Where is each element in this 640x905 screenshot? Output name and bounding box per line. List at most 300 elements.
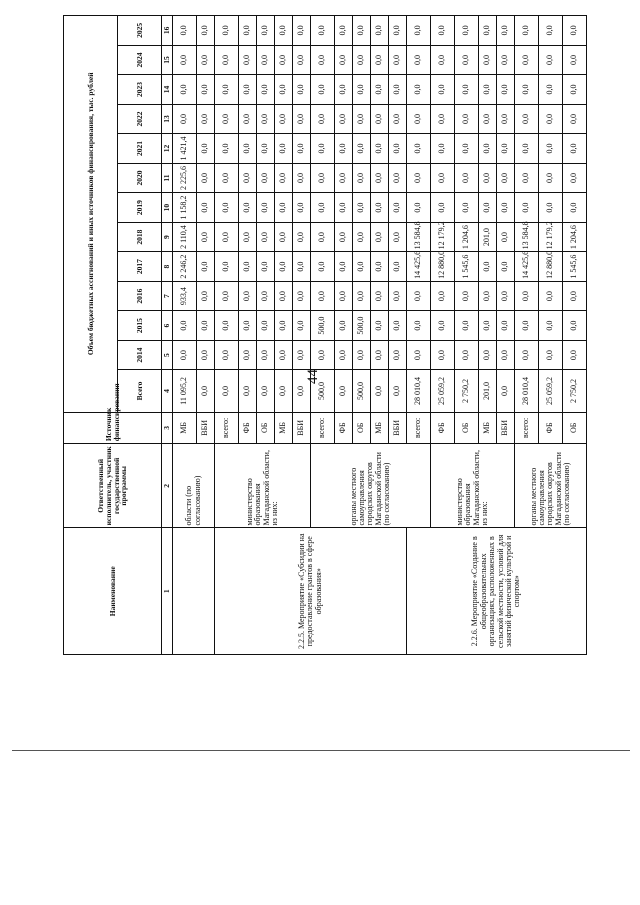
value-cell: 0,0 — [497, 311, 515, 341]
header-name: Наименование — [64, 528, 162, 655]
source-cell: всего: — [215, 412, 239, 444]
value-cell: 0,0 — [371, 134, 389, 164]
value-cell: 0,0 — [293, 193, 311, 223]
value-cell: 13 584,8 — [515, 222, 539, 252]
value-cell: 0,0 — [515, 281, 539, 311]
value-cell: 0,0 — [497, 193, 515, 223]
value-cell: 0,0 — [239, 45, 257, 75]
column-number: 5 — [162, 340, 173, 370]
value-cell: 0,0 — [389, 222, 407, 252]
value-cell: 0,0 — [335, 45, 353, 75]
value-cell: 0,0 — [311, 193, 335, 223]
value-cell: 1 204,6 — [455, 222, 479, 252]
value-cell: 0,0 — [257, 193, 275, 223]
value-cell: 14 425,6 — [407, 252, 431, 282]
value-cell: 0,0 — [311, 75, 335, 105]
value-cell: 0,0 — [215, 45, 239, 75]
source-cell: ФБ — [431, 412, 455, 444]
header-year: 2025 — [118, 16, 162, 46]
column-number: 6 — [162, 311, 173, 341]
value-cell: 0,0 — [353, 45, 371, 75]
value-cell: 0,0 — [353, 281, 371, 311]
value-cell: 0,0 — [257, 45, 275, 75]
value-cell: 0,0 — [215, 16, 239, 46]
value-cell: 0,0 — [257, 281, 275, 311]
value-cell: 13 584,8 — [407, 222, 431, 252]
value-cell: 0,0 — [239, 281, 257, 311]
source-cell: ФБ — [335, 412, 353, 444]
value-cell: 0,0 — [497, 222, 515, 252]
value-cell: 1 545,6 — [455, 252, 479, 282]
value-cell: 0,0 — [275, 252, 293, 282]
value-cell: 0,0 — [431, 45, 455, 75]
value-cell: 0,0 — [353, 340, 371, 370]
value-cell: 0,0 — [197, 311, 215, 341]
executor-cell: органы местного самоуправления городских округов Магаданской области (по согласованию) — [311, 444, 431, 528]
value-cell: 0,0 — [539, 16, 563, 46]
value-cell: 0,0 — [293, 252, 311, 282]
value-cell: 0,0 — [431, 311, 455, 341]
value-cell: 0,0 — [389, 252, 407, 282]
value-cell: 0,0 — [215, 134, 239, 164]
value-cell: 0,0 — [335, 134, 353, 164]
source-cell: ОБ — [353, 412, 371, 444]
value-cell: 12 880,0 — [539, 252, 563, 282]
value-cell: 0,0 — [371, 163, 389, 193]
value-cell: 0,0 — [407, 134, 431, 164]
header-year: Всего — [118, 370, 162, 412]
value-cell: 500,0 — [311, 370, 335, 412]
value-cell: 0,0 — [293, 222, 311, 252]
value-cell: 0,0 — [455, 134, 479, 164]
value-cell: 1 158,2 — [173, 193, 197, 223]
value-cell: 0,0 — [293, 45, 311, 75]
header-year: 2023 — [118, 75, 162, 105]
value-cell: 0,0 — [389, 281, 407, 311]
value-cell: 0,0 — [371, 193, 389, 223]
value-cell: 0,0 — [275, 104, 293, 134]
value-cell: 0,0 — [515, 311, 539, 341]
value-cell: 25 059,2 — [431, 370, 455, 412]
value-cell: 0,0 — [515, 193, 539, 223]
source-cell: всего: — [407, 412, 431, 444]
value-cell: 0,0 — [497, 163, 515, 193]
value-cell: 0,0 — [275, 193, 293, 223]
value-cell: 0,0 — [431, 163, 455, 193]
table-row — [173, 16, 197, 655]
value-cell: 0,0 — [479, 75, 497, 105]
value-cell: 0,0 — [539, 340, 563, 370]
value-cell: 0,0 — [455, 16, 479, 46]
value-cell: 0,0 — [431, 75, 455, 105]
value-cell: 1 545,6 — [563, 252, 587, 282]
value-cell: 0,0 — [239, 16, 257, 46]
value-cell: 0,0 — [407, 281, 431, 311]
value-cell: 0,0 — [371, 370, 389, 412]
source-cell: МБ — [371, 412, 389, 444]
value-cell: 0,0 — [539, 163, 563, 193]
value-cell: 0,0 — [455, 163, 479, 193]
source-cell: ФБ — [239, 412, 257, 444]
value-cell: 0,0 — [353, 163, 371, 193]
value-cell: 0,0 — [257, 75, 275, 105]
value-cell: 2 225,6 — [173, 163, 197, 193]
executor-cell: министерство образования Магаданской области, из них: — [431, 444, 515, 528]
column-number: 8 — [162, 252, 173, 282]
value-cell: 0,0 — [497, 370, 515, 412]
value-cell: 0,0 — [197, 193, 215, 223]
measure-name: 2.2.6. Мероприятие «Создание в общеобразовательных организациях, расположенных в сельской местности, условий для занятий физической культурой и спортом» — [407, 528, 587, 655]
value-cell: 0,0 — [239, 311, 257, 341]
column-number: 2 — [162, 444, 173, 528]
header-year: 2018 — [118, 222, 162, 252]
value-cell: 0,0 — [539, 193, 563, 223]
value-cell: 0,0 — [335, 193, 353, 223]
value-cell: 0,0 — [497, 75, 515, 105]
value-cell: 0,0 — [275, 45, 293, 75]
value-cell: 0,0 — [407, 104, 431, 134]
value-cell: 0,0 — [497, 134, 515, 164]
value-cell: 0,0 — [389, 134, 407, 164]
value-cell: 0,0 — [257, 340, 275, 370]
value-cell: 0,0 — [371, 16, 389, 46]
value-cell: 0,0 — [563, 75, 587, 105]
value-cell: 0,0 — [455, 281, 479, 311]
value-cell: 0,0 — [257, 252, 275, 282]
value-cell: 0,0 — [197, 252, 215, 282]
value-cell: 500,0 — [353, 311, 371, 341]
value-cell: 0,0 — [173, 104, 197, 134]
value-cell: 0,0 — [215, 75, 239, 105]
value-cell: 0,0 — [515, 134, 539, 164]
value-cell: 0,0 — [215, 193, 239, 223]
value-cell: 0,0 — [455, 104, 479, 134]
value-cell: 0,0 — [311, 134, 335, 164]
value-cell: 0,0 — [563, 281, 587, 311]
value-cell: 2 110,4 — [173, 222, 197, 252]
executor-cell: министерство образования Магаданской области, из них: — [215, 444, 311, 528]
value-cell: 0,0 — [479, 281, 497, 311]
value-cell: 0,0 — [497, 340, 515, 370]
value-cell: 0,0 — [479, 134, 497, 164]
value-cell: 0,0 — [275, 370, 293, 412]
value-cell: 0,0 — [293, 16, 311, 46]
value-cell: 0,0 — [515, 75, 539, 105]
value-cell: 1 421,4 — [173, 134, 197, 164]
value-cell: 0,0 — [197, 134, 215, 164]
value-cell: 0,0 — [431, 134, 455, 164]
value-cell: 0,0 — [239, 75, 257, 105]
value-cell: 0,0 — [407, 340, 431, 370]
value-cell: 0,0 — [407, 311, 431, 341]
value-cell: 0,0 — [293, 134, 311, 164]
value-cell: 0,0 — [455, 193, 479, 223]
value-cell: 0,0 — [197, 370, 215, 412]
value-cell: 0,0 — [479, 45, 497, 75]
value-cell: 14 425,6 — [515, 252, 539, 282]
value-cell: 0,0 — [515, 45, 539, 75]
value-cell: 0,0 — [563, 104, 587, 134]
value-cell: 28 010,4 — [515, 370, 539, 412]
value-cell: 28 010,4 — [407, 370, 431, 412]
header-volume: Объем бюджетных ассигнований и иных источников финансирования, тыс. рублей — [64, 16, 118, 413]
value-cell: 0,0 — [407, 75, 431, 105]
value-cell: 0,0 — [293, 104, 311, 134]
value-cell: 0,0 — [173, 340, 197, 370]
value-cell: 0,0 — [479, 163, 497, 193]
value-cell: 0,0 — [275, 163, 293, 193]
value-cell: 1 204,6 — [563, 222, 587, 252]
column-number: 11 — [162, 163, 173, 193]
value-cell: 0,0 — [389, 45, 407, 75]
value-cell: 0,0 — [353, 104, 371, 134]
value-cell: 0,0 — [293, 311, 311, 341]
value-cell: 0,0 — [497, 104, 515, 134]
value-cell: 0,0 — [497, 252, 515, 282]
value-cell: 0,0 — [293, 340, 311, 370]
value-cell: 12 880,0 — [431, 252, 455, 282]
value-cell: 0,0 — [215, 163, 239, 193]
value-cell: 0,0 — [389, 104, 407, 134]
value-cell: 0,0 — [563, 340, 587, 370]
value-cell: 0,0 — [335, 311, 353, 341]
value-cell: 0,0 — [335, 252, 353, 282]
column-number: 15 — [162, 45, 173, 75]
value-cell: 0,0 — [197, 340, 215, 370]
value-cell: 12 179,2 — [431, 222, 455, 252]
value-cell: 0,0 — [515, 163, 539, 193]
value-cell: 0,0 — [539, 311, 563, 341]
measure-name: 2.2.5. Мероприятие «Субсидии на предоставление грантов в сфере образования» — [215, 528, 407, 655]
source-cell: МБ — [275, 412, 293, 444]
table-row — [215, 16, 239, 655]
value-cell: 0,0 — [311, 45, 335, 75]
value-cell: 0,0 — [335, 104, 353, 134]
value-cell: 0,0 — [479, 252, 497, 282]
value-cell: 0,0 — [371, 45, 389, 75]
value-cell: 0,0 — [197, 16, 215, 46]
value-cell: 0,0 — [389, 16, 407, 46]
value-cell: 0,0 — [371, 75, 389, 105]
value-cell: 0,0 — [563, 134, 587, 164]
value-cell: 0,0 — [275, 281, 293, 311]
source-cell: ОБ — [563, 412, 587, 444]
value-cell: 0,0 — [389, 75, 407, 105]
value-cell: 0,0 — [197, 75, 215, 105]
header-year: 2016 — [118, 281, 162, 311]
value-cell: 0,0 — [335, 281, 353, 311]
value-cell: 0,0 — [353, 222, 371, 252]
value-cell: 0,0 — [335, 163, 353, 193]
value-cell: 0,0 — [173, 311, 197, 341]
value-cell: 0,0 — [239, 163, 257, 193]
measure-name — [173, 528, 215, 655]
value-cell: 0,0 — [563, 45, 587, 75]
value-cell: 0,0 — [563, 193, 587, 223]
value-cell: 0,0 — [257, 163, 275, 193]
value-cell: 0,0 — [563, 16, 587, 46]
value-cell: 0,0 — [431, 104, 455, 134]
source-cell: ВБИ — [293, 412, 311, 444]
executor-cell: органы местного самоуправления городских округов Магаданской области (по согласованию) — [515, 444, 587, 528]
value-cell: 0,0 — [215, 252, 239, 282]
value-cell: 0,0 — [215, 104, 239, 134]
value-cell: 0,0 — [197, 281, 215, 311]
value-cell: 0,0 — [371, 281, 389, 311]
value-cell: 0,0 — [275, 222, 293, 252]
value-cell: 0,0 — [239, 252, 257, 282]
value-cell: 0,0 — [455, 311, 479, 341]
value-cell: 0,0 — [275, 134, 293, 164]
header-year: 2015 — [118, 311, 162, 341]
value-cell: 201,0 — [479, 370, 497, 412]
value-cell: 0,0 — [353, 193, 371, 223]
value-cell: 0,0 — [539, 104, 563, 134]
header-source: Источник финансирования — [64, 412, 162, 444]
value-cell: 0,0 — [335, 370, 353, 412]
header-year: 2022 — [118, 104, 162, 134]
header-year: 2024 — [118, 45, 162, 75]
value-cell: 0,0 — [539, 75, 563, 105]
value-cell: 0,0 — [215, 222, 239, 252]
source-cell: всего: — [515, 412, 539, 444]
value-cell: 0,0 — [239, 193, 257, 223]
value-cell: 0,0 — [431, 193, 455, 223]
value-cell: 0,0 — [389, 370, 407, 412]
column-number: 12 — [162, 134, 173, 164]
value-cell: 0,0 — [479, 193, 497, 223]
value-cell: 0,0 — [293, 75, 311, 105]
value-cell: 0,0 — [215, 311, 239, 341]
value-cell: 0,0 — [173, 16, 197, 46]
value-cell: 0,0 — [257, 16, 275, 46]
value-cell: 0,0 — [479, 16, 497, 46]
source-cell: ВБИ — [389, 412, 407, 444]
value-cell: 500,0 — [353, 370, 371, 412]
column-number: 10 — [162, 193, 173, 223]
value-cell: 0,0 — [239, 340, 257, 370]
value-cell: 0,0 — [431, 340, 455, 370]
column-number: 7 — [162, 281, 173, 311]
value-cell: 500,0 — [311, 311, 335, 341]
value-cell: 0,0 — [389, 163, 407, 193]
value-cell: 0,0 — [239, 370, 257, 412]
value-cell: 0,0 — [293, 370, 311, 412]
value-cell: 0,0 — [311, 16, 335, 46]
source-cell: МБ — [479, 412, 497, 444]
value-cell: 0,0 — [239, 134, 257, 164]
value-cell: 0,0 — [539, 134, 563, 164]
value-cell: 0,0 — [479, 311, 497, 341]
value-cell: 0,0 — [455, 340, 479, 370]
value-cell: 0,0 — [479, 340, 497, 370]
value-cell: 0,0 — [197, 104, 215, 134]
value-cell: 0,0 — [197, 45, 215, 75]
executor-cell: области (по согласованию) — [173, 444, 215, 528]
value-cell: 0,0 — [371, 252, 389, 282]
value-cell: 0,0 — [389, 340, 407, 370]
value-cell: 0,0 — [407, 163, 431, 193]
value-cell: 0,0 — [311, 340, 335, 370]
source-cell: МБ — [173, 412, 197, 444]
source-cell: ОБ — [455, 412, 479, 444]
value-cell: 2 750,2 — [455, 370, 479, 412]
budget-table-container — [63, 15, 579, 655]
table-row — [407, 16, 431, 655]
value-cell: 0,0 — [479, 104, 497, 134]
value-cell: 0,0 — [311, 252, 335, 282]
source-cell: ВБИ — [197, 412, 215, 444]
value-cell: 0,0 — [173, 75, 197, 105]
value-cell: 0,0 — [353, 75, 371, 105]
value-cell: 0,0 — [215, 370, 239, 412]
header-year: 2020 — [118, 163, 162, 193]
value-cell: 0,0 — [239, 222, 257, 252]
header-year: 2019 — [118, 193, 162, 223]
value-cell: 0,0 — [335, 75, 353, 105]
value-cell: 0,0 — [275, 311, 293, 341]
page-number: 44 — [305, 369, 321, 384]
value-cell: 0,0 — [407, 45, 431, 75]
value-cell: 11 095,2 — [173, 370, 197, 412]
value-cell: 0,0 — [335, 222, 353, 252]
value-cell: 0,0 — [497, 281, 515, 311]
column-number: 9 — [162, 222, 173, 252]
value-cell: 0,0 — [311, 281, 335, 311]
value-cell: 0,0 — [371, 340, 389, 370]
value-cell: 0,0 — [215, 340, 239, 370]
value-cell: 25 059,2 — [539, 370, 563, 412]
value-cell: 0,0 — [239, 104, 257, 134]
value-cell: 0,0 — [173, 45, 197, 75]
value-cell: 0,0 — [563, 163, 587, 193]
value-cell: 0,0 — [371, 104, 389, 134]
source-cell: всего: — [311, 412, 335, 444]
value-cell: 0,0 — [407, 193, 431, 223]
value-cell: 0,0 — [431, 281, 455, 311]
value-cell: 0,0 — [311, 104, 335, 134]
value-cell: 0,0 — [371, 311, 389, 341]
value-cell: 0,0 — [275, 75, 293, 105]
value-cell: 0,0 — [353, 16, 371, 46]
value-cell: 2 750,2 — [563, 370, 587, 412]
value-cell: 0,0 — [257, 370, 275, 412]
value-cell: 0,0 — [275, 340, 293, 370]
value-cell: 2 246,2 — [173, 252, 197, 282]
value-cell: 0,0 — [311, 163, 335, 193]
value-cell: 0,0 — [515, 340, 539, 370]
column-number: 13 — [162, 104, 173, 134]
header-executor: Ответственный исполнитель, участник государственной программы — [64, 444, 162, 528]
horizontal-rule — [12, 750, 630, 751]
value-cell: 12 179,2 — [539, 222, 563, 252]
value-cell: 0,0 — [389, 193, 407, 223]
header-year: 2021 — [118, 134, 162, 164]
column-number: 3 — [162, 412, 173, 444]
value-cell: 0,0 — [215, 281, 239, 311]
value-cell: 0,0 — [311, 222, 335, 252]
value-cell: 0,0 — [515, 104, 539, 134]
value-cell: 0,0 — [515, 16, 539, 46]
value-cell: 0,0 — [293, 281, 311, 311]
value-cell: 0,0 — [353, 134, 371, 164]
value-cell: 0,0 — [539, 45, 563, 75]
value-cell: 0,0 — [257, 134, 275, 164]
value-cell: 0,0 — [431, 16, 455, 46]
value-cell: 0,0 — [335, 340, 353, 370]
column-number: 14 — [162, 75, 173, 105]
value-cell: 0,0 — [257, 222, 275, 252]
